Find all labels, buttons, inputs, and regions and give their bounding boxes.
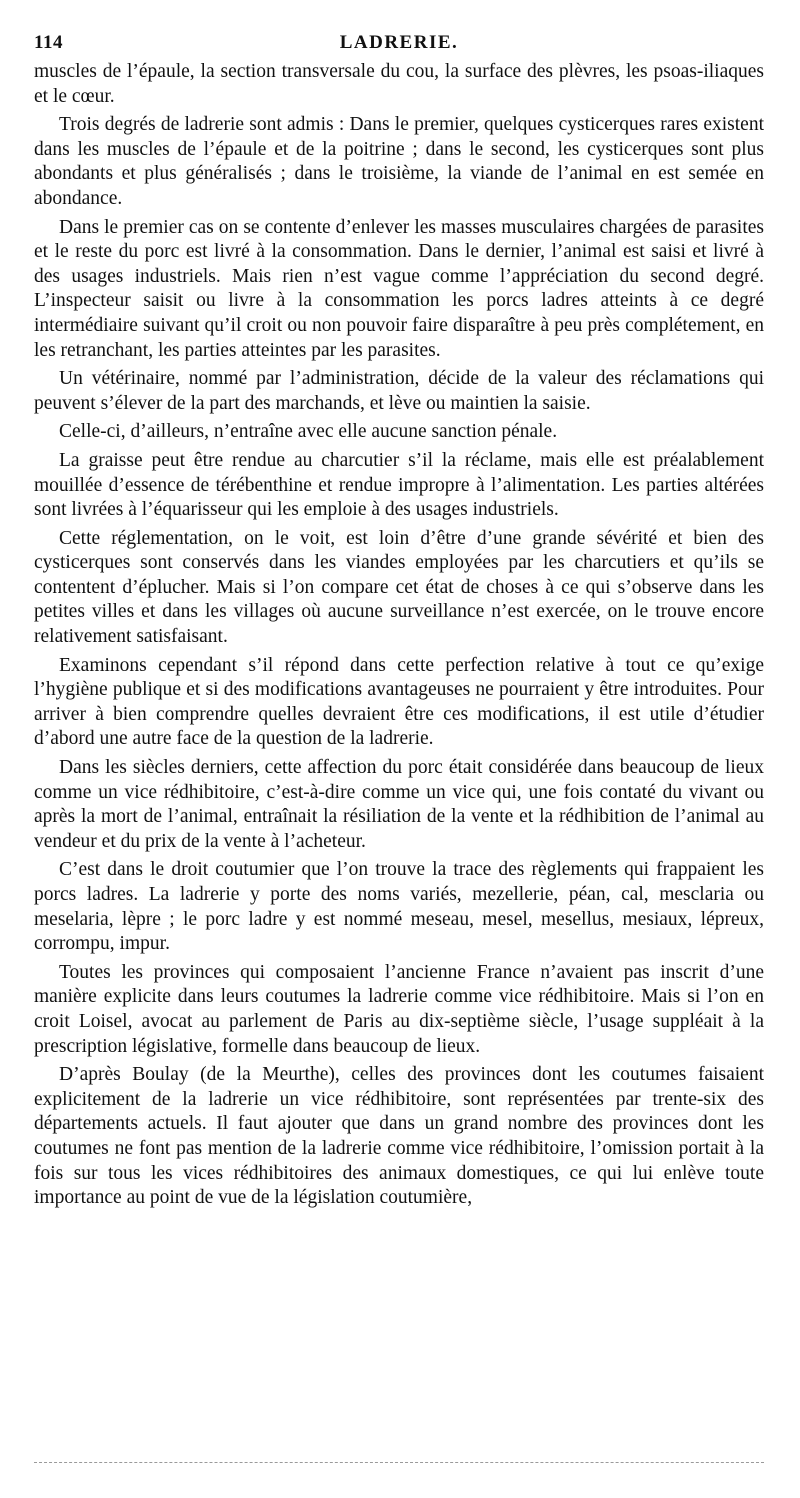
paragraph-6: La graisse peut être rendue au charcutier s’il la réclame, mais elle est préalablement mouillée d’essence de térébenthine et rendue impropre à l’alimentation. Les parties altérées sont livrées à l’équarisseur qui les emploie à des usages industriels. xyxy=(34,449,764,521)
paragraph-8: Examinons cependant s’il répond dans cette perfection relative à tout ce qu’exige l’hygiène publique et si des modifications avantageuses ne pourraient y être introduites. Pour arriver à bien comprendre quelles devraient être ces modifications, il est utile d’étudier d’abord une autre face de la question de la ladrerie. xyxy=(34,654,764,750)
paragraph-7: Cette réglementation, on le voit, est loin d’être d’une grande sévérité et bien des cysticerques sont conservés dans les viandes employées par les charcutiers et qu’ils se contentent d’éplucher. Mais si l’on compare cet état de choses à ce qui s’observe dans les petites villes et dans les villages où aucune surveillance n’est exercée, on le trouve encore relativement satisfaisant. xyxy=(34,527,764,648)
paragraph-5: Celle-ci, d’ailleurs, n’entraîne avec elle aucune sanction pénale. xyxy=(59,421,558,443)
footer-rule xyxy=(34,1462,764,1463)
paragraph-1: muscles de l’épaule, la section transversale du cou, la surface des plèvres, les psoas-iliaques et le cœur. xyxy=(34,61,764,107)
page-number: 114 xyxy=(34,32,63,53)
paragraph-2: Trois degrés de ladrerie sont admis : Dans le premier, quelques cysticerques rares existent dans les muscles de l’épaule et de la poitrine ; dans le second, les cysticerques sont plus abondants et plus généralisés ; dans le troisième, la viande de l’animal en est semée en abondance. xyxy=(34,114,764,209)
paragraph-3: Dans le premier cas on se contente d’enlever les masses musculaires chargées de parasites et le reste du porc est livré à la consommation. Dans le dernier, l’animal est saisi et livré à des usages industriels. Mais rien n’est vague comme l’appréciation du second degré. L’inspecteur saisit ou livre à la consommation les porcs ladres atteints à ce degré intermédiaire suivant qu’il croit ou non pouvoir faire disparaître à peu près complétement, en les retranchant, les parties atteintes par les parasites. xyxy=(34,216,764,361)
paragraph-4: Un vétérinaire, nommé par l’administration, décide de la valeur des réclamations qui peuvent s’élever de la part des marchands, et lève ou maintien la saisie. xyxy=(34,368,764,414)
book-page xyxy=(34,30,764,1215)
paragraph-9: Dans les siècles derniers, cette affection du porc était considérée dans beaucoup de lieux comme un vice rédhibitoire, c’est-à-dire comme un vice qui, une fois contaté du vivant ou après la mort de l’animal, entraînait la résiliation de la vente et la rédhibition de l’animal au vendeur et du prix de la vente à l’acheteur. xyxy=(34,757,764,852)
paragraph-11: Toutes les provinces qui composaient l’ancienne France n’avaient pas inscrit d’une manière explicite dans leurs coutumes la ladrerie comme vice rédhibitoire. Mais si l’on en croit Loisel, avocat au parlement de Paris au dix-septième siècle, l’usage suppléait à la prescription législative, formelle dans beaucoup de lieux. xyxy=(34,961,764,1057)
page-header xyxy=(34,30,764,60)
body-text xyxy=(34,60,764,1211)
paragraph-12: D’après Boulay (de la Meurthe), celles des provinces dont les coutumes faisaient explicitement de la ladrerie un vice rédhibitoire, sont représentées par trente-six des départements actuels. Il faut ajouter que dans un grand nombre des provinces dont les coutumes ne font pas mention de la ladrerie comme vice rédhibitoire, l’omission portait à la fois sur tous les vices rédhibitoires des animaux domestiques, ce qui lui enlève toute importance au point de vue de la législation coutumière, xyxy=(34,1064,764,1209)
paragraph-10: C’est dans le droit coutumier que l’on trouve la trace des règlements qui frappaient les porcs ladres. La ladrerie y porte des noms variés, mezellerie, péan, cal, mesclaria ou meselaria, lèpre ; le porc ladre y est nommé meseau, mesel, mesellus, mesiaux, lépreux, corrompu, impur. xyxy=(34,859,764,955)
running-title: LADRERIE. xyxy=(339,32,459,53)
